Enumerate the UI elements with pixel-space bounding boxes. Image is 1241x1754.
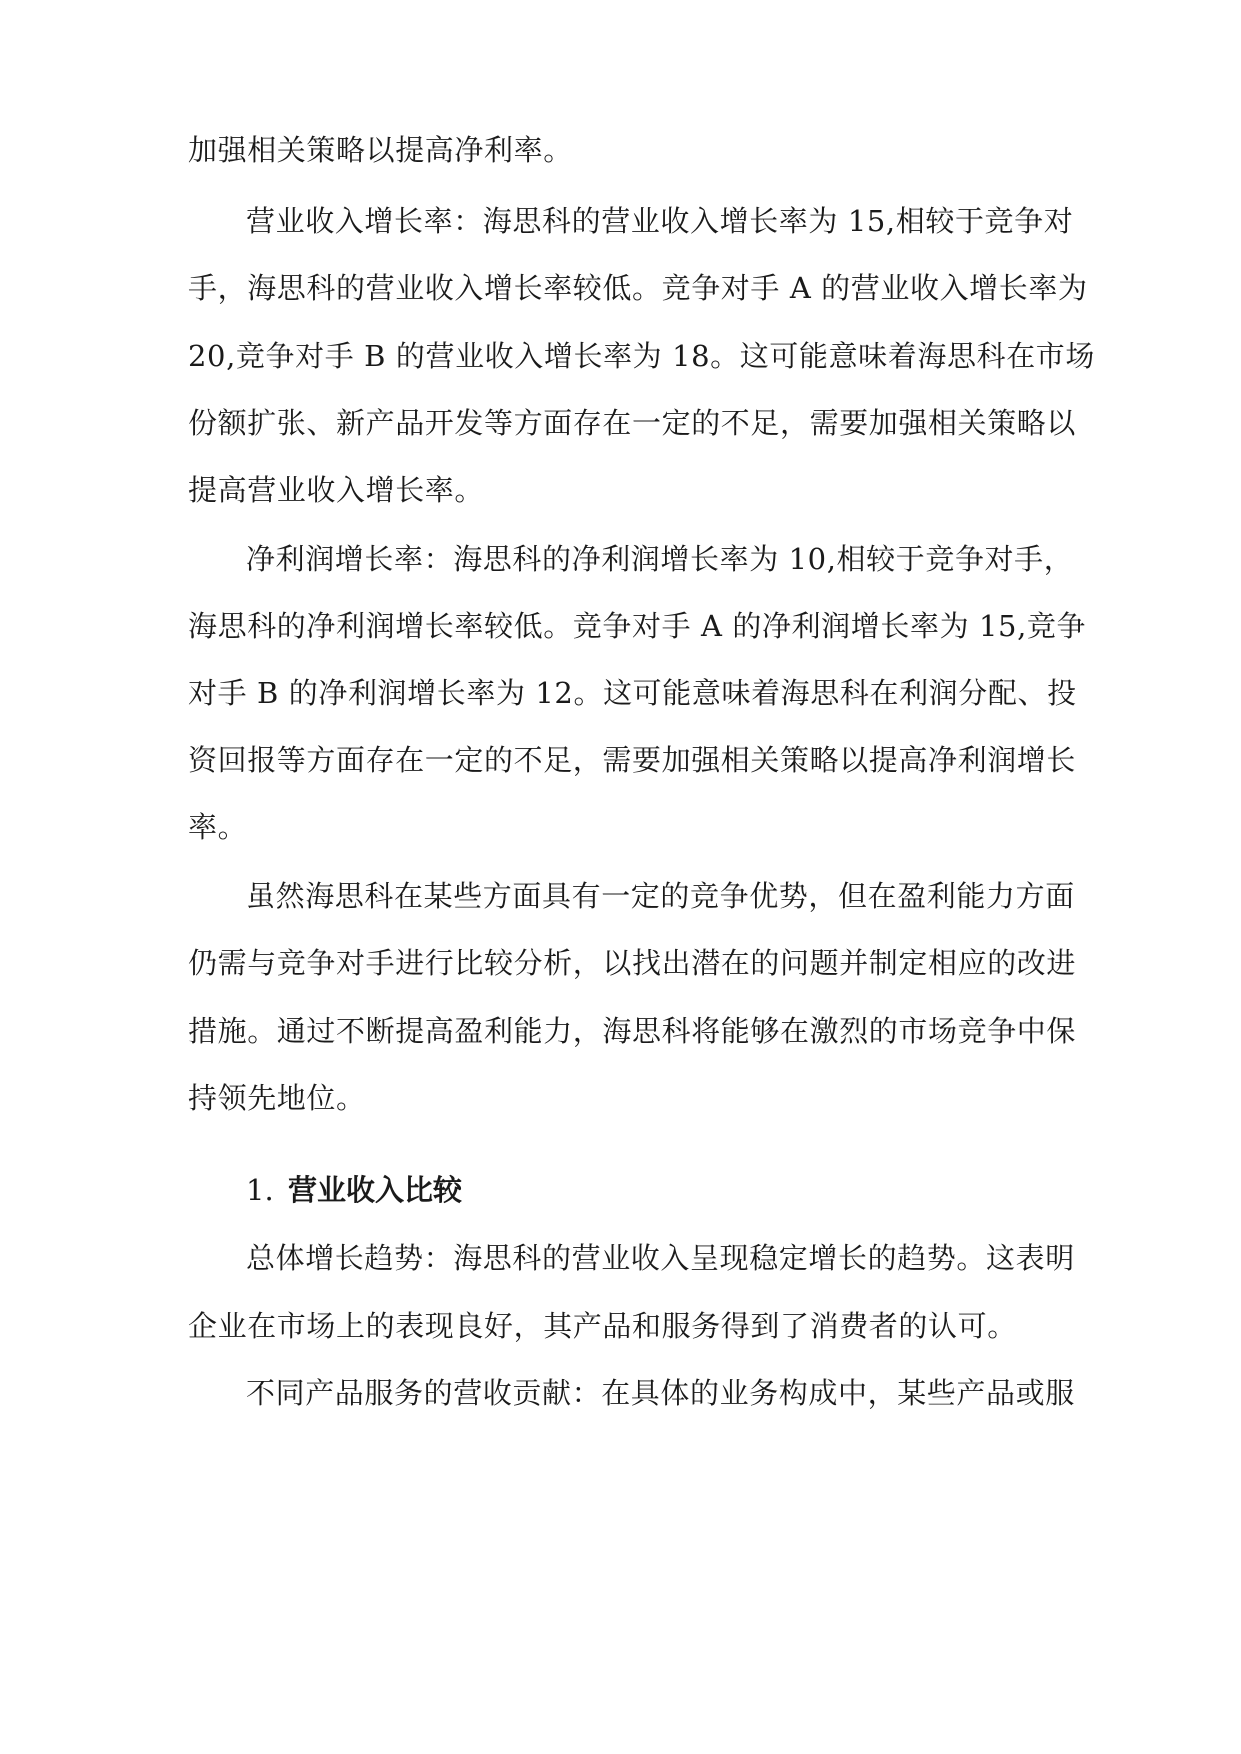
text-line: 份额扩张、新产品开发等方面存在一定的不足，需要加强相关策略以 bbox=[188, 406, 1077, 440]
text-line: 营业收入增长率：海思科的营业收入增长率为 15,相较于竞争对 bbox=[246, 204, 1074, 238]
text-line: 资回报等方面存在一定的不足，需要加强相关策略以提高净利润增长 bbox=[188, 743, 1077, 777]
text-line: 措施。通过不断提高盈利能力，海思科将能够在激烈的市场竞争中保 bbox=[188, 1014, 1077, 1048]
text-line: 持领先地位。 bbox=[188, 1081, 366, 1115]
text-line: 海思科的净利润增长率较低。竞争对手 A 的净利润增长率为 15,竞争 bbox=[188, 609, 1087, 643]
text-line: 20,竞争对手 B 的营业收入增长率为 18。这可能意味着海思科在市场 bbox=[188, 339, 1095, 373]
section-heading bbox=[246, 1170, 462, 1210]
section-title: 营业收入比较 bbox=[288, 1173, 463, 1207]
text-line: 虽然海思科在某些方面具有一定的竞争优势，但在盈利能力方面 bbox=[246, 879, 1075, 913]
text-line: 手，海思科的营业收入增长率较低。竞争对手 A 的营业收入增长率为 bbox=[188, 271, 1088, 305]
text-line: 对手 B 的净利润增长率为 12。这可能意味着海思科在利润分配、投 bbox=[188, 676, 1077, 710]
text-line: 企业在市场上的表现良好，其产品和服务得到了消费者的认可。 bbox=[188, 1309, 1017, 1343]
section-number: 1. bbox=[246, 1173, 274, 1207]
text-line: 加强相关策略以提高净利率。 bbox=[188, 133, 573, 167]
text-line: 提高营业收入增长率。 bbox=[188, 473, 485, 507]
text-line: 不同产品服务的营收贡献：在具体的业务构成中，某些产品或服 bbox=[246, 1376, 1075, 1410]
text-line: 净利润增长率：海思科的净利润增长率为 10,相较于竞争对手， bbox=[246, 542, 1074, 576]
text-line: 率。 bbox=[188, 810, 248, 844]
text-line: 总体增长趋势：海思科的营业收入呈现稳定增长的趋势。这表明 bbox=[246, 1241, 1075, 1275]
text-line: 仍需与竞争对手进行比较分析，以找出潜在的问题并制定相应的改进 bbox=[188, 946, 1077, 980]
